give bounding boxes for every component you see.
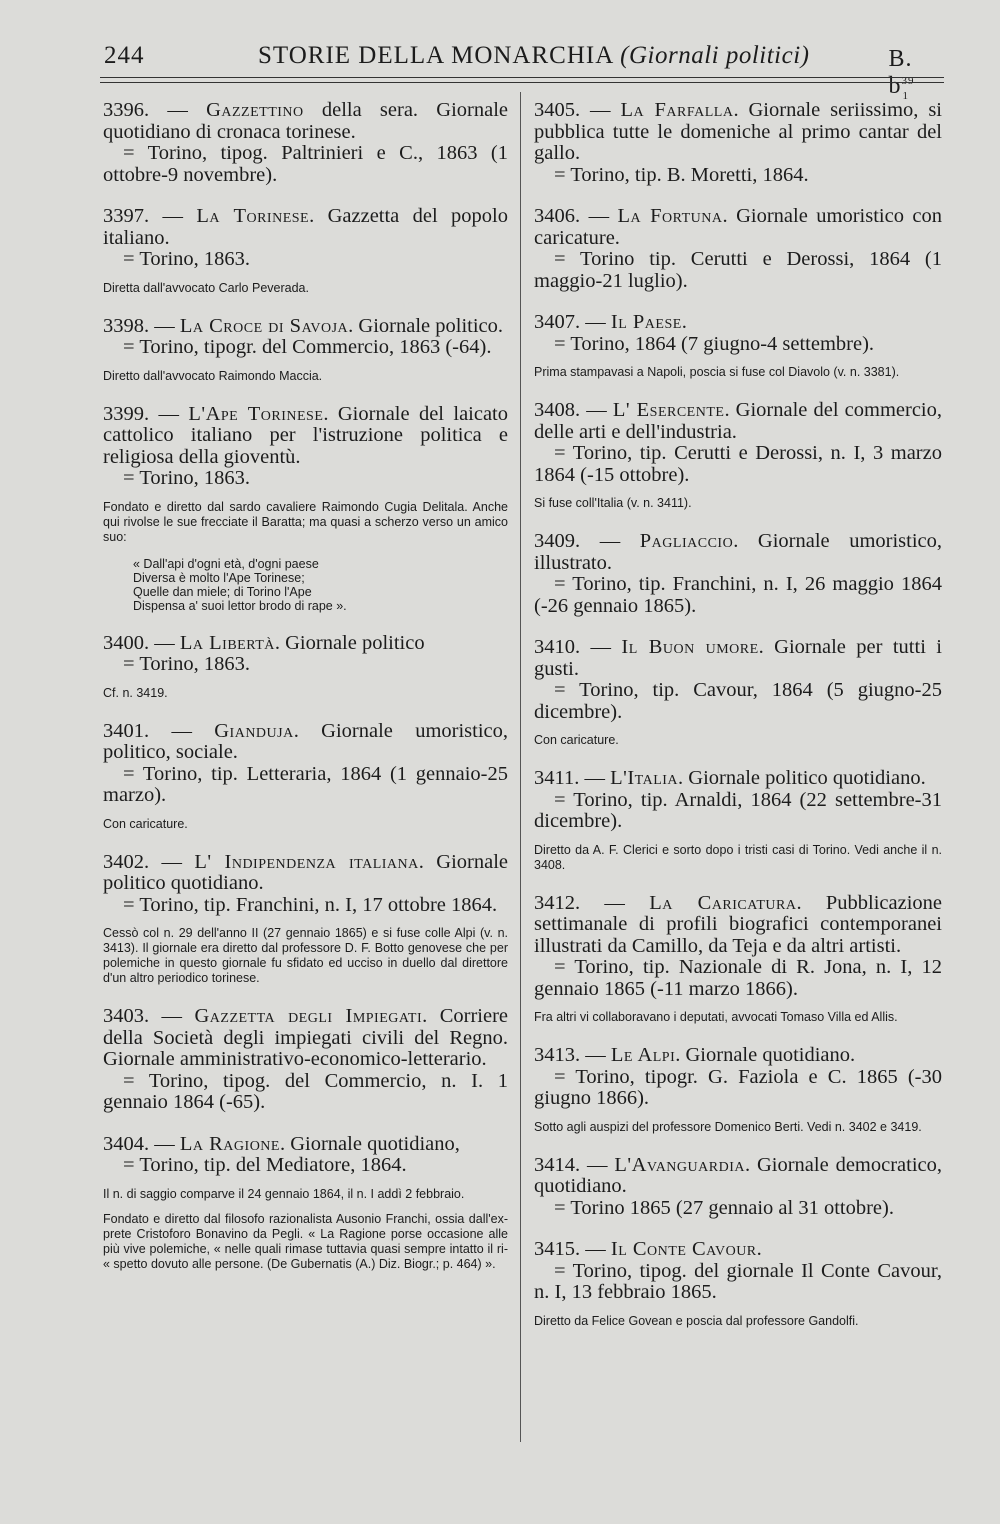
- entry-heading: [103, 1006, 508, 1071]
- entry-title: Il Conte Cavour: [610, 1238, 757, 1260]
- entry-imprint: = Torino, tipogr. G. Faziola e C. 1865 (-30 giugno 1866).: [534, 1065, 942, 1109]
- verse-line: Quelle dan miele; di Torino l'Ape: [133, 584, 312, 599]
- entry-heading: [103, 206, 508, 249]
- entry-description: . Giornale politico quotidiano.: [103, 850, 508, 894]
- entry-imprint: = Torino, tip. Cerutti e Derossi, n. I, 3 marzo 1864 (-15 ottobre).: [534, 442, 942, 486]
- entry-description: della sera. Giornale quotidiano di cronaca torinese.: [103, 99, 509, 143]
- entry-heading: [534, 768, 942, 790]
- entry-title: Gianduja: [214, 719, 294, 742]
- entry-description: . Giornale umoristico con caricature.: [534, 205, 942, 249]
- catalog-entry: [103, 1006, 508, 1114]
- catalog-entry: [103, 316, 508, 384]
- entry-note: Sotto agli auspizi del professore Domenico Berti. Vedi n. 3402 e 3419.: [534, 1119, 922, 1134]
- entry-description: . Giornale politico.: [348, 314, 504, 337]
- entry-description: .: [681, 311, 687, 333]
- entry-imprint: = Torino, tip. Cavour, 1864 (5 giugno-25 dicembre).: [534, 679, 942, 723]
- entry-number: 3415. —: [534, 1238, 611, 1260]
- entry-note: Con caricature.: [103, 816, 188, 831]
- catalog-entry: [103, 404, 508, 613]
- entry-number: 3401. —: [103, 719, 215, 742]
- entry-imprint: = Torino 1865 (27 gennaio al 31 ottobre).: [554, 1196, 894, 1219]
- catalog-entry: [534, 768, 942, 873]
- entry-heading: [103, 633, 508, 655]
- entry-description: . Giornale umoristico, illustrato.: [534, 530, 942, 574]
- entry-number: 3402. —: [103, 850, 195, 873]
- entry-note: Cf. n. 3419.: [103, 685, 168, 700]
- running-title-sub: (Giornali politici): [620, 42, 810, 69]
- entry-heading: [103, 1134, 508, 1156]
- entry-note: Fondato e diretto dal filosofo razionalista Ausonio Franchi, ossia dall'ex-prete Cristoforo Bonavino da Pegli. « La Ragione porse occasione alle più vive polemiche, « nelle quali rimase tuttavia quasi sempre intatto il ri- « spetto dovuto alle persone. (De Gubernatis (A.) Diz. Biogr.; p. 464) ».: [103, 1211, 508, 1271]
- entry-number: 3409. —: [534, 530, 640, 552]
- entry-imprint: = Torino tip. Cerutti e Derossi, 1864 (1 maggio-21 luglio).: [534, 248, 942, 292]
- entry-note: Fra altri vi collaboravano i deputati, avvocati Tomaso Villa ed Allis.: [534, 1010, 898, 1024]
- entry-number: 3410. —: [534, 636, 622, 658]
- verse-line: Dispensa a' suoi lettor brodo di rape ».: [133, 598, 347, 613]
- catalog-entry: [103, 721, 508, 832]
- catalog-entry: [103, 852, 508, 987]
- entry-title: Le Alpi: [610, 1044, 676, 1066]
- running-title: [258, 42, 810, 70]
- signature-sub: 1: [902, 89, 909, 102]
- catalog-entry: [534, 1045, 942, 1135]
- entry-note: Diretta dall'avvocato Carlo Peverada.: [103, 280, 309, 295]
- entry-title: L'Italia: [610, 767, 679, 789]
- catalog-entry: [534, 400, 942, 511]
- entry-number: 3406. —: [534, 205, 618, 227]
- entry-description: . Giornale politico quotidiano.: [678, 767, 926, 789]
- entry-imprint: = Torino, tipogr. del Commercio, 1863 (-64).: [123, 336, 492, 358]
- entry-imprint: = Torino, tip. Franchini, n. I, 17 ottobre 1864.: [123, 893, 498, 916]
- verse-line: « Dall'api d'ogni età, d'ogni paese: [133, 556, 319, 571]
- running-title-main: STORIE DELLA MONARCHIA: [258, 42, 613, 69]
- entry-heading: [534, 531, 942, 574]
- entry-imprint: = Torino, tip. Franchini, n. I, 26 maggio 1864 (-26 gennaio 1865).: [534, 573, 942, 617]
- entry-description: . Giornale umoristico, politico, sociale.: [103, 719, 508, 763]
- entry-description: . Corriere della Società degli impiegati civili del Regno. Giornale amministrativo-economico-letterario.: [103, 1005, 509, 1070]
- entry-description: . Giornale per tutti i gusti.: [534, 636, 942, 680]
- entry-title: La Caricatura: [649, 891, 797, 914]
- entry-note: Diretto da Felice Govean e poscia dal professore Gandolfi.: [534, 1313, 859, 1328]
- signature-mark: [888, 46, 940, 102]
- left-column: [103, 100, 508, 1292]
- entry-title: L'Avanguardia: [614, 1153, 745, 1176]
- entry-number: 3397. —: [103, 205, 197, 227]
- entry-note: Si fuse coll'Italia (v. n. 3411).: [534, 496, 692, 510]
- entry-note: Diretto dall'avvocato Raimondo Maccia.: [103, 368, 323, 383]
- entry-heading: [103, 852, 508, 895]
- catalog-entry: [534, 312, 942, 380]
- entry-number: 3404. —: [103, 1132, 180, 1155]
- entry-imprint: = Torino, tip. Nazionale di R. Jona, n. I, 12 gennaio 1865 (-11 marzo 1866).: [534, 956, 942, 1000]
- entry-imprint: = Torino, tipog. del giornale Il Conte Cavour, n. I, 13 febbraio 1865.: [534, 1259, 942, 1303]
- entry-description: . Giornale del laicato cattolico italiano per l'istruzione politica e religiosa della gioventù.: [103, 402, 509, 468]
- entry-note: Prima stampavasi a Napoli, poscia si fuse col Diavolo (v. n. 3381).: [534, 365, 900, 379]
- entry-title: L' Esercente: [612, 399, 725, 421]
- running-header: [100, 42, 940, 102]
- entry-title: La Fortuna: [617, 205, 723, 227]
- entry-number: 3398. —: [103, 314, 180, 337]
- entry-heading: [534, 400, 942, 443]
- entry-imprint: = Torino, tip. Arnaldi, 1864 (22 settembre-31 dicembre).: [534, 788, 942, 832]
- entry-imprint: = Torino, tip. Letteraria, 1864 (1 gennaio-25 marzo).: [103, 762, 508, 806]
- entry-description: . Giornale seriissimo, si pubblica tutte le domeniche al primo cantar del gallo.: [534, 99, 942, 164]
- entry-number: 3407. —: [534, 311, 611, 333]
- entry-title: Gazzetta degli Impiegati: [194, 1005, 423, 1027]
- catalog-entry: [103, 100, 508, 186]
- entry-note: Diretto da A. F. Clerici e sorto dopo i tristi casi di Torino. Vedi anche il n. 3408.: [534, 842, 942, 872]
- header-rule-thin: [100, 82, 944, 83]
- catalog-entry: [534, 1239, 942, 1329]
- column-divider: [520, 92, 521, 1442]
- entry-description: . Giornale politico: [274, 631, 425, 654]
- entry-heading: [103, 721, 508, 764]
- entry-number: 3403. —: [103, 1005, 195, 1027]
- entry-title: Il Buon umore: [621, 636, 759, 658]
- entry-heading: [534, 206, 942, 249]
- catalog-entry: [534, 1155, 942, 1220]
- entry-description: . Giornale democratico, quotidiano.: [534, 1153, 943, 1197]
- catalog-entry: [534, 100, 942, 186]
- entry-number: 3408. —: [534, 399, 613, 421]
- entry-imprint: = Torino, tipog. del Commercio, n. I. 1 gennaio 1864 (-65).: [103, 1069, 508, 1113]
- entry-description: . Gazzetta del popolo italiano.: [103, 205, 508, 249]
- entry-number: 3412. —: [534, 891, 650, 914]
- entry-note: Cessò col n. 29 dell'anno II (27 gennaio 1865) e si fuse colle Alpi (v. n. 3413). Il giornale era diretto dal professore D. F. Botto genovese che per polemiche in questo giornale fu sfidato ed ucciso in duello dal direttore d'un altro periodico torinese.: [103, 926, 508, 985]
- entry-heading: [103, 316, 508, 338]
- entry-imprint: = Torino, 1863.: [123, 467, 251, 489]
- entry-description: . Giornale quotidiano.: [675, 1044, 856, 1066]
- entry-imprint: = Torino, tipog. Paltrinieri e C., 1863 (1 ottobre-9 novembre).: [103, 142, 508, 186]
- catalog-entry: [103, 1134, 508, 1272]
- entry-heading: [534, 1155, 942, 1198]
- entry-heading: [534, 893, 942, 958]
- entry-title: L'Ape Torinese: [188, 402, 324, 425]
- entry-number: 3411. —: [534, 767, 611, 789]
- signature-sup: 39: [901, 75, 915, 87]
- catalog-entry: [103, 633, 508, 701]
- entry-number: 3405. —: [534, 99, 621, 121]
- catalog-entry: [534, 206, 942, 292]
- entry-title: La Farfalla: [620, 99, 734, 121]
- entry-title: Gazzettino: [206, 99, 304, 121]
- entry-verse: [133, 557, 508, 613]
- entry-number: 3400. —: [103, 631, 180, 654]
- entry-description: .: [756, 1238, 762, 1260]
- entry-description: . Giornale quotidiano,: [279, 1132, 460, 1155]
- entry-imprint: = Torino, 1864 (7 giugno-4 settembre).: [554, 332, 875, 355]
- entry-heading: [103, 404, 508, 469]
- right-column: [534, 100, 942, 1349]
- entry-imprint: = Torino, tip. del Mediatore, 1864.: [123, 1154, 407, 1176]
- entry-imprint: = Torino, 1863.: [123, 653, 251, 675]
- entry-heading: [534, 1045, 942, 1067]
- entry-heading: [534, 1239, 942, 1261]
- entry-title: Pagliaccio: [639, 530, 734, 552]
- header-rule: [100, 77, 944, 78]
- signature-text: B. b: [888, 46, 913, 99]
- entry-title: La Ragione: [179, 1132, 280, 1155]
- entry-number: 3399. —: [103, 402, 189, 425]
- entry-heading: [534, 100, 942, 165]
- entry-title: L' Indipendenza italiana: [194, 850, 419, 873]
- entry-heading: [103, 100, 508, 143]
- catalog-entry: [534, 637, 942, 748]
- entry-imprint: = Torino, tip. B. Moretti, 1864.: [554, 163, 809, 186]
- catalog-entry: [534, 893, 942, 1026]
- entry-heading: [534, 312, 942, 334]
- entry-note: Con caricature.: [534, 733, 619, 747]
- entry-title: La Croce di Savoja: [179, 314, 349, 337]
- entry-note: Fondato e diretto dal sardo cavaliere Raimondo Cugia Delitala. Anche qui rivolse le sue frecciate il Baratta; ma quasi a scherzo verso un amico suo:: [103, 499, 508, 544]
- page-number: 244: [104, 42, 145, 69]
- entry-number: 3414. —: [534, 1153, 615, 1176]
- entry-number: 3396. —: [103, 99, 207, 121]
- catalog-entry: [103, 206, 508, 296]
- entry-title: La Torinese: [196, 205, 310, 227]
- verse-line: Diversa è molto l'Ape Torinese;: [133, 570, 305, 585]
- entry-imprint: = Torino, 1863.: [123, 248, 251, 270]
- entry-description: . Giornale del commercio, delle arti e dell'industria.: [534, 399, 942, 443]
- entry-title: Il Paese: [610, 311, 682, 333]
- entry-number: 3413. —: [534, 1044, 611, 1066]
- entry-title: La Libertà: [179, 631, 275, 654]
- entry-description: . Pubblicazione settimanale di profili biografici contemporanei illustrati da Camillo, da Teja e da altri artisti.: [534, 891, 942, 957]
- catalog-entry: [534, 531, 942, 617]
- entry-note: Il n. di saggio comparve il 24 gennaio 1864, il n. I addì 2 febbraio.: [103, 1186, 465, 1201]
- entry-heading: [534, 637, 942, 680]
